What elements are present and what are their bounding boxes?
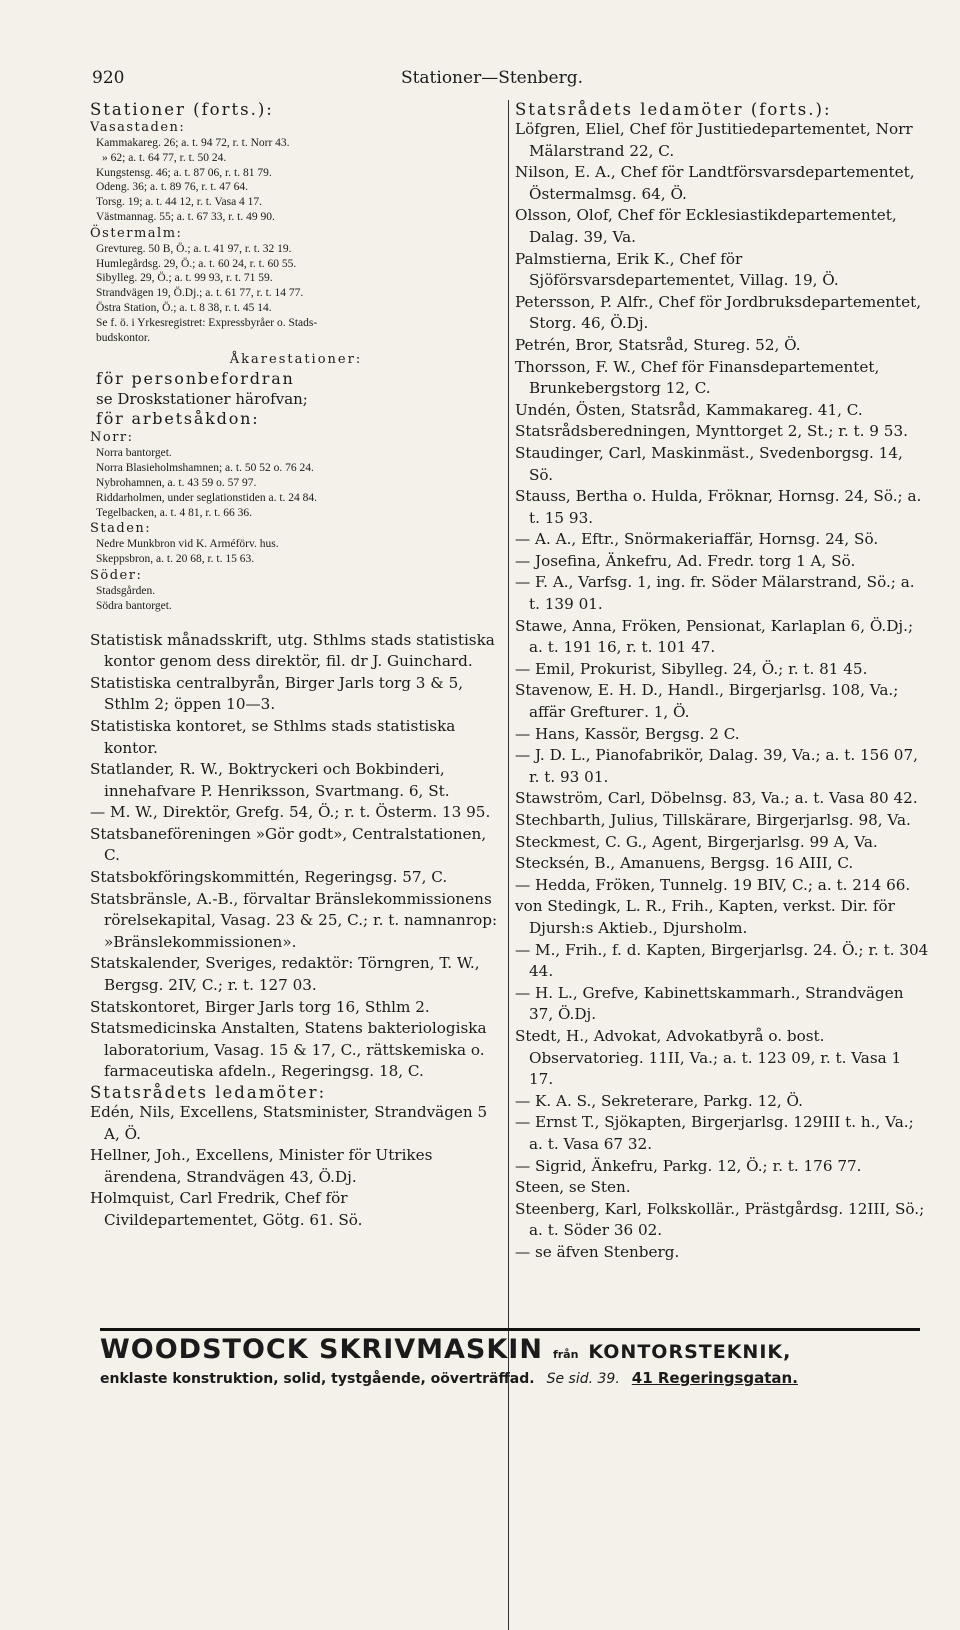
directory-entry: Statistiska kontoret, se Sthlms stads statistiska kontor. [90,716,456,757]
directory-entry: Statistisk månadsskrift, utg. Sthlms stads statistiska kontor genom dess direktör, fil. dr J. Guinchard. [90,630,495,671]
group-heading-norr: Norr: [90,430,134,446]
directory-entry: Thorsson, F. W., Chef för Finansdepartementet, Brunkebergstorg 12, C. [515,357,880,398]
list-item: Skeppsbron, a. t. 20 68, r. t. 15 63. [96,553,255,566]
directory-entry: — F. A., Varfsg. 1, ing. fr. Söder Mälarstrand, Sö.; a. t. 139 01. [515,573,915,614]
directory-entry: Petersson, P. Alfr., Chef för Jordbruksdepartementet, Storg. 46, Ö.Dj. [515,292,922,333]
list-item: Östra Station, Ö.; a. t. 8 38, r. t. 45 14. [96,301,272,314]
directory-entry: Statsbokföringskommittén, Regeringsg. 57, C. [90,868,448,887]
right-column [508,100,930,1630]
directory-entry: Palmstierna, Erik K., Chef för Sjöförsvarsdepartementet, Villag. 19, Ö. [515,249,839,290]
list-item: Riddarholmen, under seglationstiden a. t. 24 84. [96,491,318,504]
list-item: Grevtureg. 50 B, Ö.; a. t. 41 97, r. t. 32 19. [96,242,292,255]
directory-entry: Statsbränsle, A.-B., förvaltar Bränslekommissionens rörelsekapital, Vasag. 23 & 25, C.; r. t. namnanrop: »Bränslekommissionen». [90,889,498,951]
list-item: Norra bantorget. [96,447,172,460]
directory-entry: Statlander, R. W., Boktryckeri och Bokbinderi, innehafvare P. Henriksson, Svartmang. 6, St. [90,760,450,800]
list-item: Norra Blasieholmshamnen; a. t. 50 52 o. 76 24. [96,462,314,475]
list-item: Sibylleg. 29, Ö.; a. t. 99 93, r. t. 71 59. [96,272,273,285]
directory-entry: Statsbaneföreningen »Gör godt», Centralstationen, C. [90,824,487,865]
list-item: Kungstensg. 46; a. t. 87 06, r. t. 81 79. [96,166,272,179]
list-item: Kammakareg. 26; a. t. 94 72, r. t. Norr 43. [96,137,290,149]
ad-headline [100,1335,920,1365]
list-item: Västmannag. 55; a. t. 67 33, r. t. 49 90. [96,210,275,223]
akarestationer-see: se Droskstationer härofvan; [96,390,308,409]
directory-entry: — Ernst T., Sjökapten, Birgerjarlsg. 129III t. h., Va.; a. t. Vasa 67 32. [515,1113,914,1153]
running-head: Stationer—Stenberg. [400,68,584,88]
left-column [90,100,502,1630]
directory-entry: — A. A., Eftr., Snörmakeriaffär, Hornsg. 24, Sö. [515,530,879,549]
page-number: 920 [92,68,125,88]
directory-entry: — K. A. S., Sekreterare, Parkg. 12, Ö. [515,1091,803,1110]
directory-entry: — Emil, Prokurist, Sibylleg. 24, Ö.; r. t. 81 45. [515,659,868,678]
directory-entry: von Stedingk, L. R., Frih., Kapten, verkst. Dir. för Djursh:s Aktieb., Djursholm. [515,897,895,937]
directory-entry: Stawe, Anna, Fröken, Pensionat, Karlaplan 6, Ö.Dj.; a. t. 191 16, r. t. 101 47. [515,616,914,657]
advertisement-footer [100,1328,920,1389]
directory-entry: Statistiska centralbyrån, Birger Jarls torg 3 & 5, Sthlm 2; öppen 10—3. [90,673,464,714]
akarestationer-persons: för personbefordran [96,369,295,389]
page-header [92,68,892,92]
directory-entry: Steckmest, C. G., Agent, Birgerjarlsg. 99 A, Va. [515,832,878,851]
directory-entry: Steen, se Sten. [515,1178,631,1197]
directory-entry: Petrén, Bror, Statsråd, Stureg. 52, Ö. [515,335,801,354]
directory-entry: Hellner, Joh., Excellens, Minister för Utrikes ärendena, Strandvägen 43, Ö.Dj. [90,1146,433,1186]
directory-entry: Stauss, Bertha o. Hulda, Fröknar, Hornsg. 24, Sö.; a. t. 15 93. [515,487,922,527]
group-heading-ostermalm: Östermalm: [90,225,183,241]
section-title-stationer: Stationer (forts.): [90,100,274,119]
section-title-ledamoter-forts: Statsrådets ledamöter (forts.): [515,100,832,119]
group-heading-soder: Söder: [90,567,143,583]
ad-brand: WOODSTOCK SKRIVMASKIN [100,1334,543,1365]
ad-page-reference: Se sid. 39. [546,1371,620,1387]
directory-entry: — Josefina, Änkefru, Ad. Fredr. torg 1 A, Sö. [515,551,856,570]
directory-entry: — se äfven Stenberg. [515,1242,680,1261]
directory-entry: Undén, Östen, Statsråd, Kammakareg. 41, C. [515,400,863,419]
list-item: Nybrohamnen, a. t. 43 59 o. 57 97. [96,476,257,489]
list-item: Nedre Munkbron vid K. Arméförv. hus. [96,538,279,551]
ad-company: KONTORSTEKNIK, [588,1341,792,1363]
list-item: Strandvägen 19, Ö.Dj.; a. t. 61 77, r. t. 14 77. [96,287,304,300]
directory-entry: Edén, Nils, Excellens, Statsminister, Strandvägen 5 A, Ö. [90,1103,488,1143]
directory-entry: Steenberg, Karl, Folkskollär., Prästgårdsg. 12III, Sö.; a. t. Söder 36 02. [515,1199,925,1240]
list-item: Södra bantorget. [96,599,172,612]
list-item: Torsg. 19; a. t. 44 12, r. t. Vasa 4 17. [96,196,263,209]
directory-entry: Nilson, E. A., Chef för Landtförsvarsdepartementet, Östermalmsg. 64, Ö. [515,163,915,203]
directory-entry: Holmquist, Carl Fredrik, Chef för Civildepartementet, Götg. 61. Sö. [90,1189,363,1229]
list-item: Humlegårdsg. 29, Ö.; a. t. 60 24, r. t. 60 55. [96,257,297,270]
group-heading-vasastaden: Vasastaden: [90,120,186,135]
directory-entry: Stawström, Carl, Döbelnsg. 83, Va.; a. t. Vasa 80 42. [515,789,918,808]
directory-entry: Stecksén, B., Amanuens, Bergsg. 16 AIII, C. [515,854,854,873]
list-item: Se f. ö. i Yrkesregistret: Expressbyråer o. Stads- [96,316,318,329]
directory-entry: — Hedda, Fröken, Tunnelg. 19 BIV, C.; a. t. 214 66. [515,875,911,894]
directory-entry: Staudinger, Carl, Maskinmäst., Svedenborgsg. 14, Sö. [515,443,903,484]
directory-entry: Statsrådsberedningen, Mynttorget 2, St.; r. t. 9 53. [515,422,908,441]
directory-entry: Statskalender, Sveriges, redaktör: Törngren, T. W., Bergsg. 2IV, C.; r. t. 127 03. [90,954,480,995]
directory-entry: — M. W., Direktör, Grefg. 54, Ö.; r. t. Österm. 13 95. [90,803,491,822]
list-item: Odeng. 36; a. t. 89 76, r. t. 47 64. [96,181,249,194]
akarestationer-arbete: för arbetsåkdon: [96,409,260,429]
directory-entry: Olsson, Olof, Chef för Ecklesiastikdepartementet, Dalag. 39, Va. [515,206,897,246]
directory-entry: Stavenow, E. H. D., Handl., Birgerjarlsg. 108, Va.; affär Grefturег. 1, Ö. [515,681,899,722]
ad-from: från [552,1348,579,1361]
directory-entry: — H. L., Grefve, Kabinettskammarh., Strandvägen 37, Ö.Dj. [515,983,904,1024]
akarestationer-heading: Åkarestationer: [229,352,363,368]
directory-entry: Statsmedicinska Anstalten, Statens bakteriologiska laboratorium, Vasag. 15 & 17, C., rättskemiska o. farmaceutiska afdeln., Regeringsg. 18, C. [90,1019,487,1081]
ad-address: 41 Regeringsgatan. [631,1369,798,1387]
list-item: budskontor. [96,331,150,344]
group-heading-staden: Staden: [90,521,152,537]
list-item: Tegelbacken, a. t. 4 81, r. t. 66 36. [96,506,253,519]
directory-entry: Stechbarth, Julius, Tillskärare, Birgerjarlsg. 98, Va. [515,811,911,829]
section-title-ledamoter: Statsrådets ledamöter: [90,1083,327,1102]
ad-tagline: enklaste konstruktion, solid, tystgående, oöverträffad. [100,1371,535,1387]
directory-entry: Löfgren, Eliel, Chef för Justitiedepartementet, Norr Mälarstrand 22, C. [515,120,913,160]
list-item: » 62; a. t. 64 77, r. t. 50 24. [102,151,227,164]
directory-entry: Statskontoret, Birger Jarls torg 16, Sthlm 2. [90,997,430,1016]
directory-entry: Stedt, H., Advokat, Advokatbyrå o. bost. Observatoriеg. 11II, Va.; a. t. 123 09, r. t. Vasa 1 17. [515,1026,902,1089]
directory-entry: — M., Frih., f. d. Kapten, Birgerjarlsg. 24. Ö.; r. t. 304 44. [515,940,929,981]
ad-tagline-row [100,1368,920,1389]
directory-entry: — J. D. L., Pianofabrikör, Dalag. 39, Va.; a. t. 156 07, r. t. 93 01. [515,746,918,786]
directory-entry: — Sigrid, Änkefru, Parkg. 12, Ö.; r. t. 176 77. [515,1156,862,1175]
list-item: Stadsgården. [96,584,156,597]
directory-entry: — Hans, Kassör, Bergsg. 2 C. [515,724,740,743]
